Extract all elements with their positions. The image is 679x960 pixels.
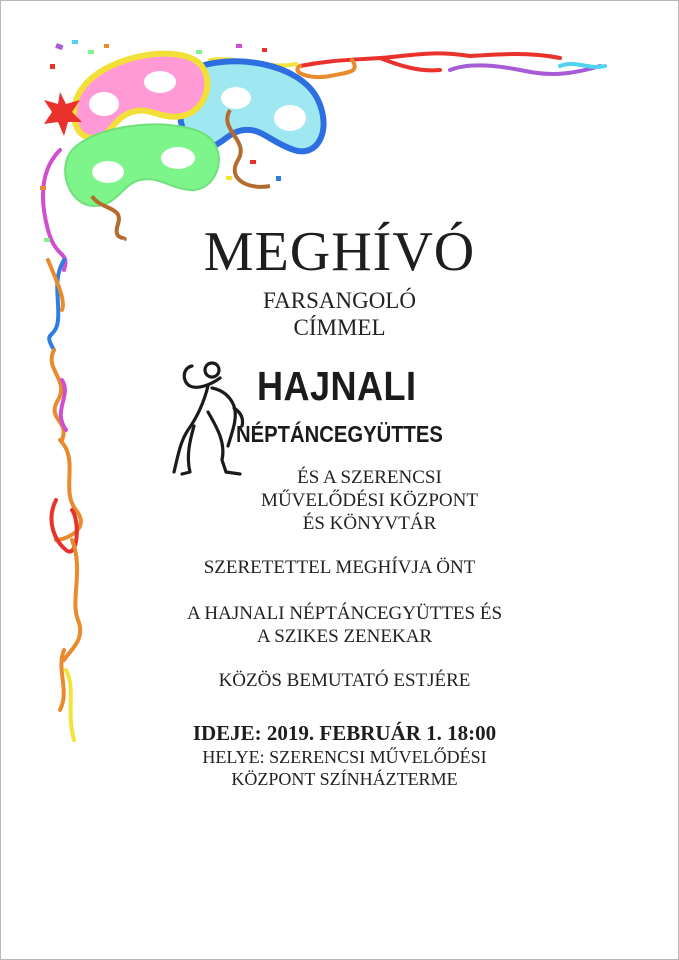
- event-place-line-2: KÖZPONT SZÍNHÁZTERME: [231, 769, 458, 789]
- organizer-line-1: ÉS A SZERENCSI: [297, 467, 442, 488]
- event-date: IDEJE: 2019. FEBRUÁR 1. 18:00: [192, 721, 497, 745]
- organizer-line-2: MŰVELŐDÉSI KÖZPONT: [261, 490, 478, 511]
- organizer-line-3: ÉS KÖNYVTÁR: [302, 513, 437, 534]
- performers-line-2: A SZIKES ZENEKAR: [256, 626, 433, 647]
- subtitle-line-1: FARSANGOLÓ: [263, 288, 416, 313]
- dancer-couple-icon: [168, 356, 248, 482]
- subtitle-line-2: CÍMMEL: [293, 315, 386, 340]
- performers-line-1: A HAJNALI NÉPTÁNCEGYÜTTES ÉS: [186, 603, 503, 624]
- carnival-masks-icon: [44, 54, 324, 240]
- event-text: KÖZÖS BEMUTATÓ ESTJÉRE: [218, 670, 471, 691]
- invite-text: SZERETETTEL MEGHÍVJA ÖNT: [203, 557, 476, 578]
- event-place-line-1: HELYE: SZERENCSI MŰVELŐDÉSI: [202, 747, 487, 767]
- ensemble-name: HAJNALI: [257, 363, 417, 409]
- ensemble-type: NÉPTÁNCEGYÜTTES: [236, 421, 443, 447]
- page-title: MEGHÍVÓ: [203, 221, 476, 283]
